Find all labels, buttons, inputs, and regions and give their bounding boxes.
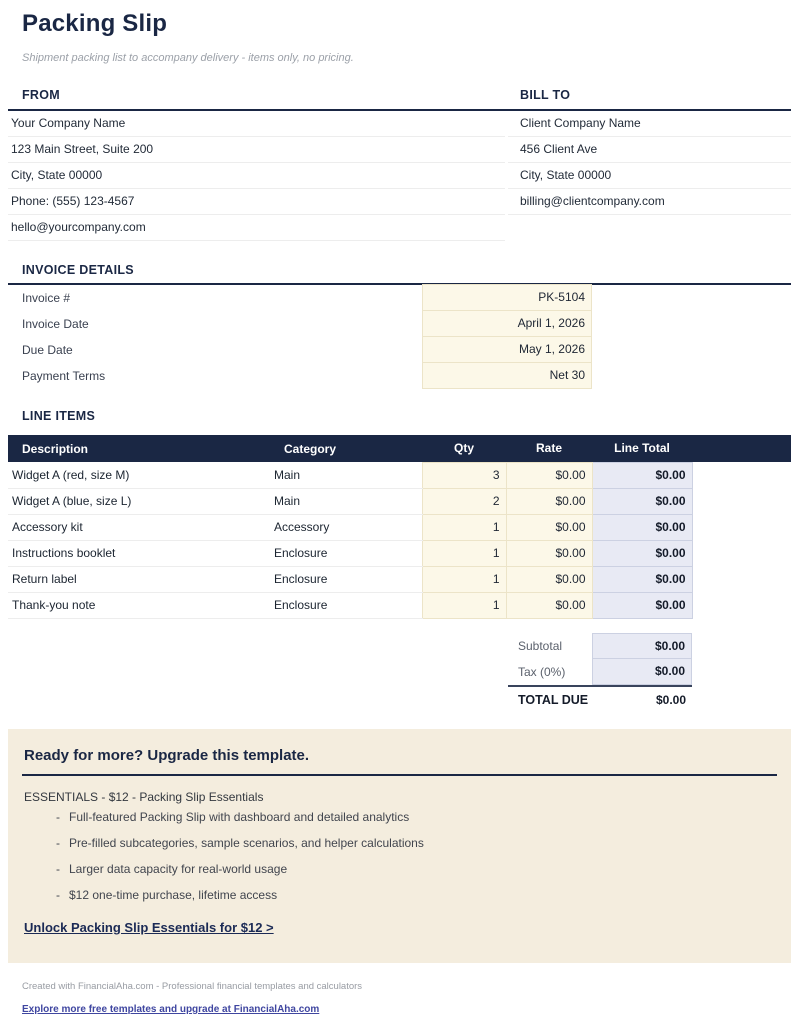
bullet-dash: - [56, 835, 60, 850]
subtotal-label: Subtotal [518, 638, 563, 653]
bill-to-city-state: City, State 00000 [508, 163, 791, 189]
item-rate: $0.00 [506, 540, 592, 566]
promo-bullet [22, 882, 777, 908]
tax-value: $0.00 [592, 658, 692, 685]
promo-bullet-text: $12 one-time purchase, lifetime access [69, 887, 278, 902]
item-qty: 2 [422, 488, 506, 514]
item-rate: $0.00 [506, 514, 592, 540]
item-line-total: $0.00 [592, 566, 692, 592]
row-filler [692, 540, 791, 566]
subtotal-value: $0.00 [592, 633, 692, 659]
promo-bullet-text: Pre-filled subcategories, sample scenarios, and helper calculations [69, 835, 424, 850]
bill-to-address-block [508, 111, 791, 241]
row-filler [692, 592, 791, 618]
bill-to-street: 456 Client Ave [508, 137, 791, 163]
bullet-dash: - [56, 887, 60, 902]
payment-terms-label: Payment Terms [22, 369, 106, 383]
from-heading: FROM [22, 88, 60, 102]
row-filler [692, 462, 791, 488]
table-row [8, 540, 791, 566]
item-qty: 1 [422, 540, 506, 566]
promo-bullet [22, 830, 777, 856]
promo-bullet-text: Full-featured Packing Slip with dashboard and detailed analytics [69, 809, 410, 824]
unlock-essentials-link[interactable]: Unlock Packing Slip Essentials for $12 > [24, 919, 274, 935]
invoice-date-label: Invoice Date [22, 317, 89, 331]
from-phone: Phone: (555) 123-4567 [8, 189, 505, 215]
bill-to-email: billing@clientcompany.com [508, 189, 791, 215]
item-description: Thank-you note [8, 592, 270, 618]
page-title: Packing Slip [22, 10, 168, 37]
page-subtitle: Shipment packing list to accompany delivery - items only, no pricing. [22, 52, 354, 64]
bullet-dash: - [56, 861, 60, 876]
page-footer [8, 981, 791, 1017]
item-category: Enclosure [270, 566, 422, 592]
item-line-total: $0.00 [592, 514, 692, 540]
item-line-total: $0.00 [592, 462, 692, 488]
bill-to-heading: BILL TO [520, 88, 571, 102]
line-items-table [8, 435, 791, 619]
due-date-label: Due Date [22, 343, 73, 357]
table-row [8, 514, 791, 540]
invoice-date-value: April 1, 2026 [422, 310, 592, 337]
table-row [8, 488, 791, 514]
col-header-qty: Qty [422, 435, 506, 462]
item-line-total: $0.00 [592, 488, 692, 514]
invoice-number-value: PK-5104 [422, 284, 592, 311]
row-filler [692, 514, 791, 540]
promo-bullet [22, 856, 777, 882]
col-header-line-total: Line Total [592, 435, 692, 462]
due-date-value: May 1, 2026 [422, 336, 592, 363]
item-rate: $0.00 [506, 592, 592, 618]
item-line-total: $0.00 [592, 540, 692, 566]
item-category: Enclosure [270, 540, 422, 566]
item-qty: 1 [422, 566, 506, 592]
item-description: Return label [8, 566, 270, 592]
item-description: Widget A (blue, size L) [8, 488, 270, 514]
total-due-value: $0.00 [655, 692, 686, 707]
item-description: Instructions booklet [8, 540, 270, 566]
footer-credit-text: Created with FinancialAha.com - Professional financial templates and calculators [22, 980, 363, 992]
item-rate: $0.00 [506, 462, 592, 488]
item-description: Widget A (red, size M) [8, 462, 270, 488]
totals-block [508, 633, 692, 711]
line-items-section [8, 409, 791, 711]
item-description: Accessory kit [8, 514, 270, 540]
item-category: Main [270, 488, 422, 514]
line-items-heading: LINE ITEMS [22, 409, 96, 423]
line-items-header-row [8, 435, 791, 462]
total-due-label: TOTAL DUE [518, 692, 589, 707]
table-row [8, 592, 791, 618]
item-rate: $0.00 [506, 566, 592, 592]
invoice-number-label: Invoice # [22, 291, 71, 305]
invoice-details-section [8, 263, 791, 389]
invoice-number-row [8, 285, 791, 311]
upgrade-promo-panel [8, 729, 791, 963]
item-rate: $0.00 [506, 488, 592, 514]
table-row [8, 566, 791, 592]
item-line-total: $0.00 [592, 592, 692, 618]
packing-slip-page [8, 10, 791, 1017]
item-category: Main [270, 462, 422, 488]
tax-row [508, 659, 692, 685]
col-header-filler [692, 435, 791, 462]
bullet-dash: - [56, 809, 60, 824]
parties-body [8, 111, 791, 241]
item-qty: 1 [422, 514, 506, 540]
item-category: Enclosure [270, 592, 422, 618]
explore-templates-link[interactable]: Explore more free templates and upgrade at FinancialAha.com [22, 1003, 320, 1015]
from-street: 123 Main Street, Suite 200 [8, 137, 505, 163]
total-due-row [508, 685, 692, 711]
col-header-description: Description [8, 435, 270, 462]
col-header-category: Category [270, 435, 422, 462]
bill-to-company-name: Client Company Name [508, 111, 791, 137]
promo-bullet-text: Larger data capacity for real-world usage [69, 861, 288, 876]
payment-terms-row [8, 363, 791, 389]
item-category: Accessory [270, 514, 422, 540]
parties-header-row [8, 88, 791, 111]
item-qty: 1 [422, 592, 506, 618]
from-company-name: Your Company Name [8, 111, 505, 137]
promo-heading: Ready for more? Upgrade this template. [22, 739, 777, 776]
payment-terms-value: Net 30 [422, 362, 592, 389]
table-row [8, 462, 791, 488]
invoice-date-row [8, 311, 791, 337]
invoice-details-heading: INVOICE DETAILS [22, 263, 134, 277]
due-date-row [8, 337, 791, 363]
tax-label: Tax (0%) [518, 664, 566, 679]
invoice-details-heading-row [8, 263, 791, 285]
subtotal-row [508, 633, 692, 659]
promo-plan-line: ESSENTIALS - $12 - Packing Slip Essentials [24, 789, 264, 804]
from-city-state: City, State 00000 [8, 163, 505, 189]
promo-bullet [22, 804, 777, 830]
col-header-rate: Rate [506, 435, 592, 462]
from-address-block [8, 111, 508, 241]
from-email: hello@yourcompany.com [8, 215, 505, 241]
row-filler [692, 566, 791, 592]
item-qty: 3 [422, 462, 506, 488]
row-filler [692, 488, 791, 514]
